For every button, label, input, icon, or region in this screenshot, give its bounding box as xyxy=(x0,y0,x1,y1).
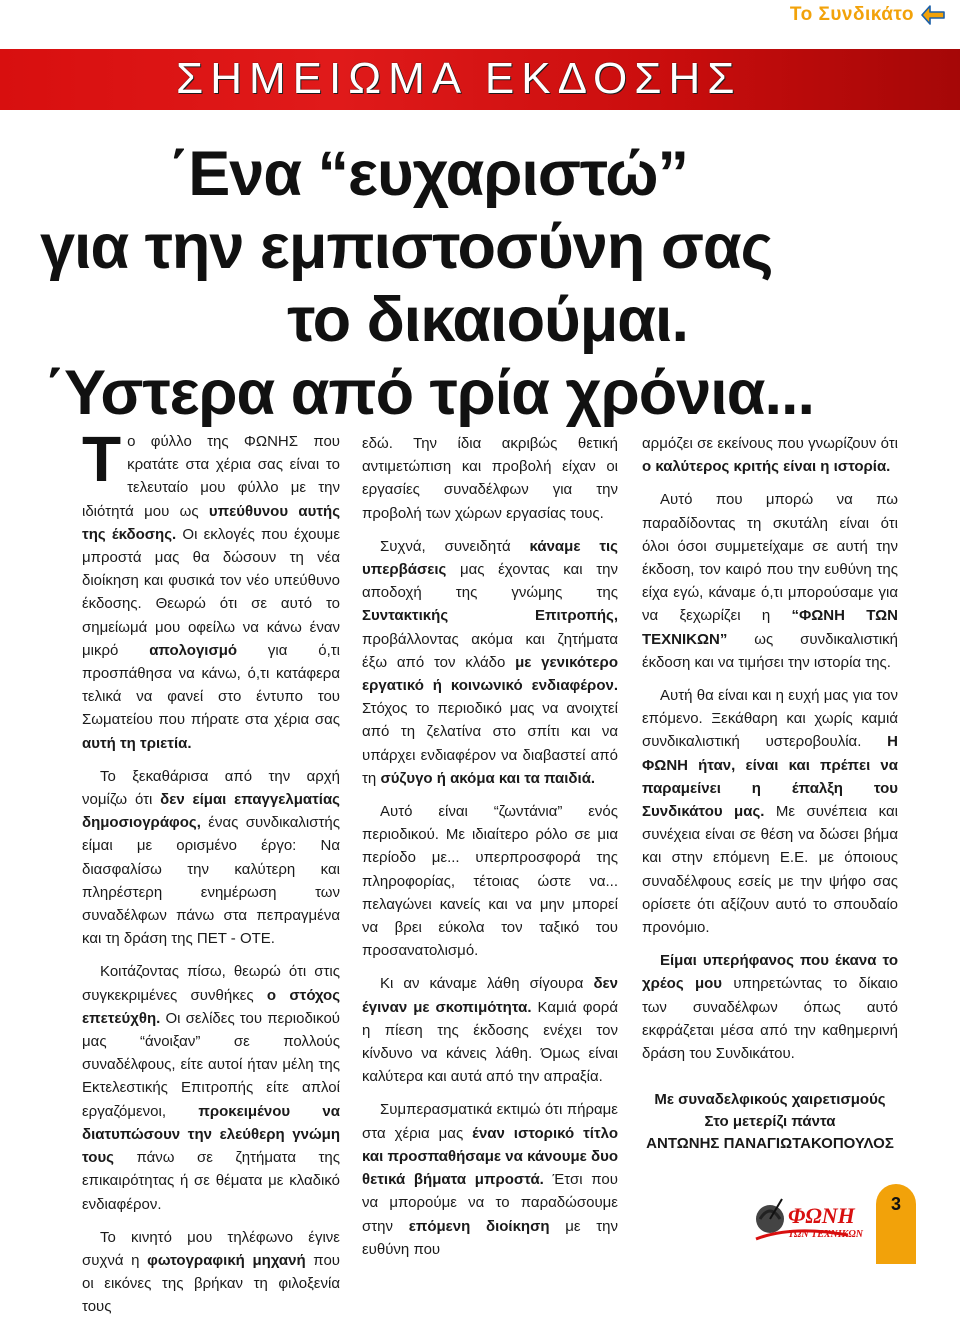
signature-motto: Στο μετερίζι πάντα xyxy=(704,1113,836,1131)
text-run: αρμόζει σε εκείνους που γνωρίζουν ότι xyxy=(642,435,898,452)
text-run: πάνω σε ζητήματα της επικαιρότητας ή σε θέματα με κλαδικό ενδιαφέρον. xyxy=(82,1149,340,1213)
paragraph xyxy=(362,1098,618,1260)
paragraph xyxy=(82,423,340,755)
paragraph xyxy=(362,535,618,790)
bold-run: Συντακτικής Επιτροπής, xyxy=(362,607,618,625)
article-column-1 xyxy=(82,423,340,1329)
section-link-syndikato[interactable]: Το Συνδικάτο xyxy=(789,4,914,25)
paragraph xyxy=(642,488,898,674)
bold-run: δεν είμαι επαγγελματίας δημοσιογράφος, xyxy=(82,791,340,832)
headline-line-2: για την εμπιστοσύνη σας xyxy=(40,212,773,282)
page-number: 3 xyxy=(890,1194,901,1214)
paragraph xyxy=(362,972,618,1088)
article-column-2 xyxy=(362,432,618,1271)
text-run: Έτσι που να μπορούμε να το παραδώσουμε στην xyxy=(362,1171,618,1235)
text-run: Καμιά φορά η πίεση της έκδοσης ενέχει τον κίνδυνο να κάνεις λάθη. Όμως είναι καλύτερα και αυτά από την απραξία. xyxy=(362,998,618,1086)
signature-name: ΑΝΤΩΝΗΣ ΠΑΝΑΓΙΩΤΑΚΟΠΟΥΛΟΣ xyxy=(646,1135,894,1153)
bold-run: σύζυγο ή ακόμα και τα παιδιά. xyxy=(380,769,596,787)
text-run: Οι εκλογές που έχουμε μπροστά μας θα δώσουν τη νέα διοίκηση και φυσικά τον νέο υπεύθυνο έκδοσης. Θεωρώ ότι σε αυτό το σημείωμά μου οφείλω να κάνω έναν μικρό xyxy=(82,525,340,659)
bold-run: με γενικότερο εργατικό ή κοινωνικό ενδιαφέρον. xyxy=(362,653,618,695)
bold-run: “ΦΩΝΗ ΤΩΝ ΤΕΧΝΙΚΩΝ” xyxy=(642,607,898,648)
bold-run: Η ΦΩΝΗ ήταν, είναι και πρέπει να παραμείνει η έπαλξη του Συνδικάτου μας. xyxy=(642,733,898,821)
text-run: ένας συνδικαλιστής είμαι με ορισμένο έργο: Να διασφαλίσω την καλύτερη και πληρέστερη ενημέρωση των συναδέλφων πάνω στα πεπραγμένα και τη δράση της ΠΕΤ - ΟΤΕ. xyxy=(82,814,340,948)
banner-title: ΣΗΜΕΙΩΜΑ ΕΚΔΟΣΗΣ xyxy=(176,54,742,103)
text-run: Το κινητό μου τηλέφωνο έγινε συχνά η xyxy=(82,1228,340,1269)
top-nav[interactable] xyxy=(790,0,960,30)
bold-run: φωτογραφική μηχανή xyxy=(147,1251,306,1269)
text-run: Κοιτάζοντας πίσω, θεωρώ ότι στις συγκεκριμένες συνθήκες xyxy=(82,963,340,1004)
text-run: Οι σελίδες του περιοδικού μας “άνοιξαν” σε πολλούς συναδέλφους, είτε αυτοί ήταν μέλη της Εκτελεστικής Επιτροπής είτε απλοί εργαζόμενοι, xyxy=(82,1009,340,1120)
text-run: Συχνά, συνειδητά xyxy=(380,537,530,555)
logo-subtitle: ΤΩΝ ΤΕΧΝΙΚΩΝ xyxy=(788,1229,864,1240)
paragraph: εδώ. Την ίδια ακριβώς θετική αντιμετώπιση και προβολή είχαν οι εργασίες συναδέλφων για την προβολή των χώρων εργασίας τους. xyxy=(362,435,618,522)
article-column-3 xyxy=(642,432,898,1155)
bold-run: Είμαι υπερήφανος που έκανα το χρέος μου xyxy=(642,952,898,993)
headline-line-3: το δικαιούμαι. xyxy=(287,285,688,355)
text-run: για ό,τι προσπάθησα να κάνω, ό,τι κατάφερα τελικά να φανεί στο έντυπο του Σωματείου που πήρατε στα χέρια σας xyxy=(82,641,340,729)
text-run: ο φύλλο της ΦΩΝΗΣ που κρατάτε στα χέρια σας είναι το τελευταίο μου φύλλο με την ιδιότητά μου ως xyxy=(82,433,340,520)
paragraph xyxy=(642,684,898,939)
bold-run: ο στόχος επετεύχθη. xyxy=(82,986,340,1027)
page-number-tab xyxy=(876,1184,916,1264)
headline-line-4: ΄Υστερα από τρία χρόνια... xyxy=(44,358,814,428)
bold-run: ο καλύτερος κριτής είναι η ιστορία. xyxy=(642,458,891,476)
bold-run: αυτή τη τριετία. xyxy=(82,734,192,752)
paragraph xyxy=(82,1226,340,1319)
headline-line-1: ΄Ενα “ευχαριστώ” xyxy=(168,139,688,209)
bold-run: κάναμε τις υπερβάσεις xyxy=(362,537,618,579)
text-run: που οι εικόνες της βρήκαν τη φιλοξενία τους xyxy=(82,1251,340,1316)
text-run: υπηρετώντας το δίκαιο των συναδέλφων όπως αυτό εκφράζεται μέσα από την καθημερινή δράση του Συνδικάτου. xyxy=(642,975,898,1063)
bold-run: προκειμένου να διατυπώσουν την ελεύθερη γνώμη τους xyxy=(82,1102,340,1167)
signature-greeting: Με συναδελφικούς χαιρετισμούς xyxy=(654,1091,886,1109)
drop-cap: Τ xyxy=(82,423,122,495)
text-run: ως συνδικαλιστική έκδοση και να τιμήσει την ιστορία της. xyxy=(642,630,898,671)
bold-run: έναν ιστορικό τίτλο και προσπαθήσαμε να κάνουμε δυο θετικά βήματα μπροστά. xyxy=(362,1124,618,1189)
text-run: με την ευθύνη που xyxy=(362,1217,619,1258)
paragraph xyxy=(82,960,340,1215)
logo-title: ΦΩΝΗ xyxy=(788,1203,855,1228)
paragraph xyxy=(642,432,898,478)
section-banner xyxy=(0,49,960,110)
bold-run: απολογισμό xyxy=(149,641,238,659)
text-run: Στόχος το περιοδικό μας να ανοιχτεί από τη ζελατίνα στο σπίτι και να υπάρχει ενδιαφέρον να διαβαστεί από τη xyxy=(362,700,618,787)
signature-block xyxy=(642,1089,898,1155)
text-run: Κι αν κάναμε λάθη σίγουρα xyxy=(380,975,594,993)
text-run: μας έχοντας και την αποδοχή της γνώμης της xyxy=(362,561,618,602)
text-run: Αυτή θα είναι και η ευχή μας για τον επόμενο. Ξεκάθαρη και χωρίς καμιά συνδικαλιστική υστεροβουλία. xyxy=(642,687,898,751)
text-run: προβάλλοντας ακόμα και ζητήματα έξω από τον κλάδο xyxy=(362,630,618,671)
foni-ton-texnikon-logo-icon xyxy=(752,1189,864,1253)
paragraph xyxy=(642,949,898,1065)
bold-run: επόμενη διοίκηση xyxy=(408,1217,550,1235)
article-headline xyxy=(40,138,920,430)
bold-run: υπεύθυνου αυτής της έκδοσης. xyxy=(82,502,340,543)
text-run: Το ξεκαθάρισα από την αρχή νομίζω ότι xyxy=(82,767,340,809)
back-arrow-icon[interactable] xyxy=(920,4,946,26)
text-run: Αυτό που μπορώ να πω παραδίδοντας τη σκυτάλη είναι ότι όλοι όσοι συμμετείχαμε σε αυτή την έκδοση, τον καιρό που την ευθύνη της είχα εγώ, κάναμε ό,τι μπορούσαμε για να ξεχωρίζει η xyxy=(642,491,898,625)
bold-run: δεν έγιναν με σκοπιμότητα. xyxy=(362,975,618,1016)
paragraph xyxy=(82,765,340,951)
text-run: Με συνέπεια και συνέχεια είναι σε θέση να δώσει βήμα και στην επόμενη Ε.Ε. με όποιους συναδέλφους εσείς με την ψήφο σας ορίσετε ότι αξίζουν αυτό το σπουδαίο προνόμιο. xyxy=(642,803,898,937)
text-run: Συμπερασματικά εκτιμώ ότι πήραμε στα χέρια μας xyxy=(362,1101,618,1142)
paragraph: Αυτό είναι “ζωντάνια” ενός περιοδικού. Με ιδιαίτερο ρόλο σε μια περίοδο με... υπερπροσφορά της πληροφορίας, τέτοιας ώστε να... πελαγώνει κανείς και να μην μπορεί να βρει εύκολα τον ταξικό του προσανατολισμό. xyxy=(362,803,618,960)
